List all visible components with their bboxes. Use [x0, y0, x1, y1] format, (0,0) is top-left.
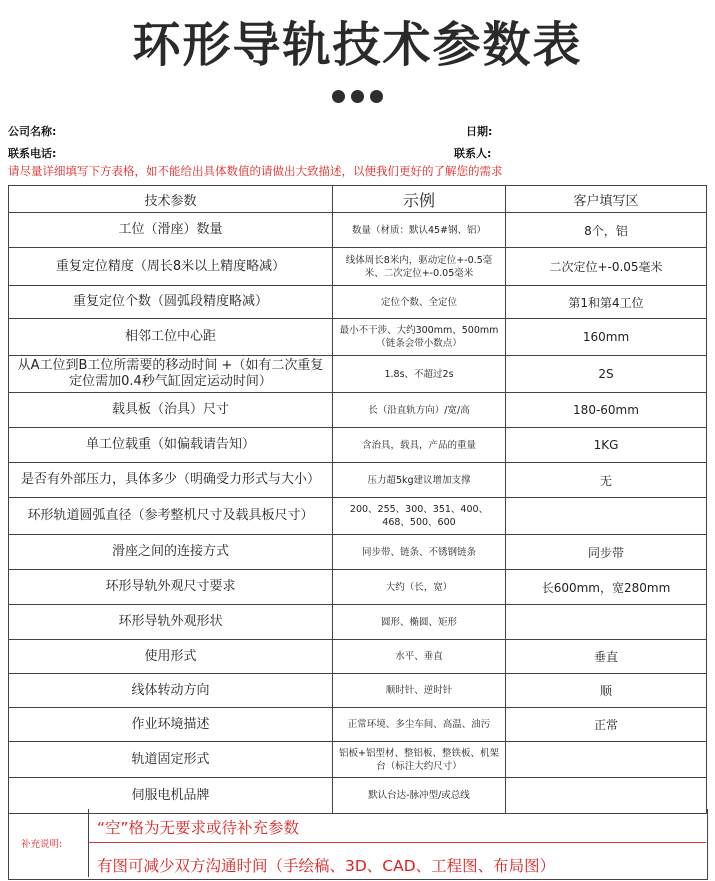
- param-cell: 环形导轨外观形状: [9, 605, 333, 640]
- example-cell: 水平、垂直: [333, 640, 506, 674]
- table-row: [9, 463, 707, 498]
- divider: [89, 842, 706, 843]
- example-cell: 1.8s、不超过2s: [333, 356, 506, 393]
- table-row: [9, 286, 707, 319]
- example-cell: 正常环境、多尘车间、高温、油污: [333, 708, 506, 742]
- table-row: [9, 393, 707, 428]
- value-cell[interactable]: 正常: [506, 708, 707, 742]
- supplement-notes: [88, 809, 706, 877]
- value-cell[interactable]: [506, 498, 707, 535]
- table-row: [9, 428, 707, 463]
- supplement-section: [8, 809, 708, 880]
- table-header-row: [9, 186, 707, 213]
- spec-table: [8, 185, 707, 814]
- dot-icon: [332, 90, 345, 103]
- example-cell: 圆形、椭圆、矩形: [333, 605, 506, 640]
- example-cell: 铝板+铝型材、整铝板、整铁板、机架台（标注大约尺寸）: [333, 742, 506, 778]
- table-row: [9, 605, 707, 640]
- value-cell[interactable]: 160mm: [506, 319, 707, 356]
- phone-label: 联系电话:: [8, 147, 57, 160]
- supplement-label: 补充说明:: [21, 839, 63, 850]
- table-row: [9, 498, 707, 535]
- company-name-label: 公司名称:: [8, 125, 57, 138]
- value-cell[interactable]: 2S: [506, 356, 707, 393]
- header-example: 示例: [333, 186, 506, 213]
- value-cell[interactable]: 无: [506, 463, 707, 498]
- value-cell[interactable]: 垂直: [506, 640, 707, 674]
- example-cell: 顺时针、逆时针: [333, 674, 506, 708]
- example-cell: 200、255、300、351、400、468、500、600: [333, 498, 506, 535]
- dot-icon: [351, 90, 364, 103]
- param-cell: 轨道固定形式: [9, 742, 333, 778]
- param-cell: 单工位载重（如偏载请告知）: [9, 428, 333, 463]
- header-value: 客户填写区: [506, 186, 707, 213]
- param-cell: 环形轨道圆弧直径（参考整机尺寸及载具板尺寸）: [9, 498, 333, 535]
- value-cell[interactable]: 同步带: [506, 535, 707, 570]
- value-cell[interactable]: 1KG: [506, 428, 707, 463]
- table-row: [9, 742, 707, 778]
- table-row: [9, 535, 707, 570]
- value-cell[interactable]: [506, 605, 707, 640]
- example-cell: 线体周长8米内，驱动定位+-0.5毫米、二次定位+-0.05毫米: [333, 248, 506, 286]
- param-cell: 重复定位个数（圆弧段精度略减）: [9, 286, 333, 319]
- contact-label: 联系人:: [454, 147, 492, 160]
- example-cell: 最小不干涉、大约300mm、500mm（链条会带小数点）: [333, 319, 506, 356]
- value-cell[interactable]: 长600mm，宽280mm: [506, 570, 707, 605]
- example-cell: 数量（材质：默认45#钢、铝）: [333, 213, 506, 248]
- param-cell: 载具板（治具）尺寸: [9, 393, 333, 428]
- value-cell[interactable]: 二次定位+-0.05毫米: [506, 248, 707, 286]
- table-row: [9, 319, 707, 356]
- table-row: [9, 674, 707, 708]
- param-cell: 工位（滑座）数量: [9, 213, 333, 248]
- supplement-line-2: 有图可减少双方沟通时间（手绘稿、3D、CAD、工程图、布局图）: [97, 857, 556, 875]
- value-cell[interactable]: [506, 742, 707, 778]
- example-cell: 压力超5kg建议增加支撑: [333, 463, 506, 498]
- example-cell: 定位个数、全定位: [333, 286, 506, 319]
- param-cell: 是否有外部压力，具体多少（明确受力形式与大小）: [9, 463, 333, 498]
- table-row: [9, 570, 707, 605]
- table-row: [9, 708, 707, 742]
- page-title: 环形导轨技术参数表: [132, 17, 583, 73]
- value-cell[interactable]: 8个，铝: [506, 213, 707, 248]
- header-param: 技术参数: [9, 186, 333, 213]
- instruction-note: 请尽量详细填写下方表格，如不能给出具体数值的请做出大致描述，以便我们更好的了解您的需求: [8, 164, 503, 178]
- table-row: [9, 248, 707, 286]
- example-cell: 长（沿直轨方向）/宽/高: [333, 393, 506, 428]
- param-cell: 作业环境描述: [9, 708, 333, 742]
- param-cell: 从A工位到B工位所需要的移动时间 +（如有二次重复定位需加0.4秒气缸固定运动时间）: [9, 356, 333, 393]
- param-cell: 重复定位精度（周长8米以上精度略减）: [9, 248, 333, 286]
- table-row: [9, 640, 707, 674]
- param-cell: 滑座之间的连接方式: [9, 535, 333, 570]
- decorative-dots: [0, 88, 715, 107]
- param-cell: 使用形式: [9, 640, 333, 674]
- value-cell[interactable]: 第1和第4工位: [506, 286, 707, 319]
- supplement-line-1: “空”格为无要求或待补充参数: [97, 819, 300, 837]
- param-cell: 伺服电机品牌: [9, 778, 333, 814]
- example-cell: 同步带、链条、不锈钢链条: [333, 535, 506, 570]
- dot-icon: [370, 90, 383, 103]
- table-row: [9, 213, 707, 248]
- param-cell: 线体转动方向: [9, 674, 333, 708]
- table-row: [9, 356, 707, 393]
- value-cell[interactable]: 顺: [506, 674, 707, 708]
- date-label: 日期:: [466, 125, 493, 138]
- example-cell: 含治具，载具，产品的重量: [333, 428, 506, 463]
- param-cell: 环形导轨外观尺寸要求: [9, 570, 333, 605]
- example-cell: 默认台达-脉冲型/或总线: [333, 778, 506, 814]
- param-cell: 相邻工位中心距: [9, 319, 333, 356]
- value-cell[interactable]: 180-60mm: [506, 393, 707, 428]
- example-cell: 大约（长，宽）: [333, 570, 506, 605]
